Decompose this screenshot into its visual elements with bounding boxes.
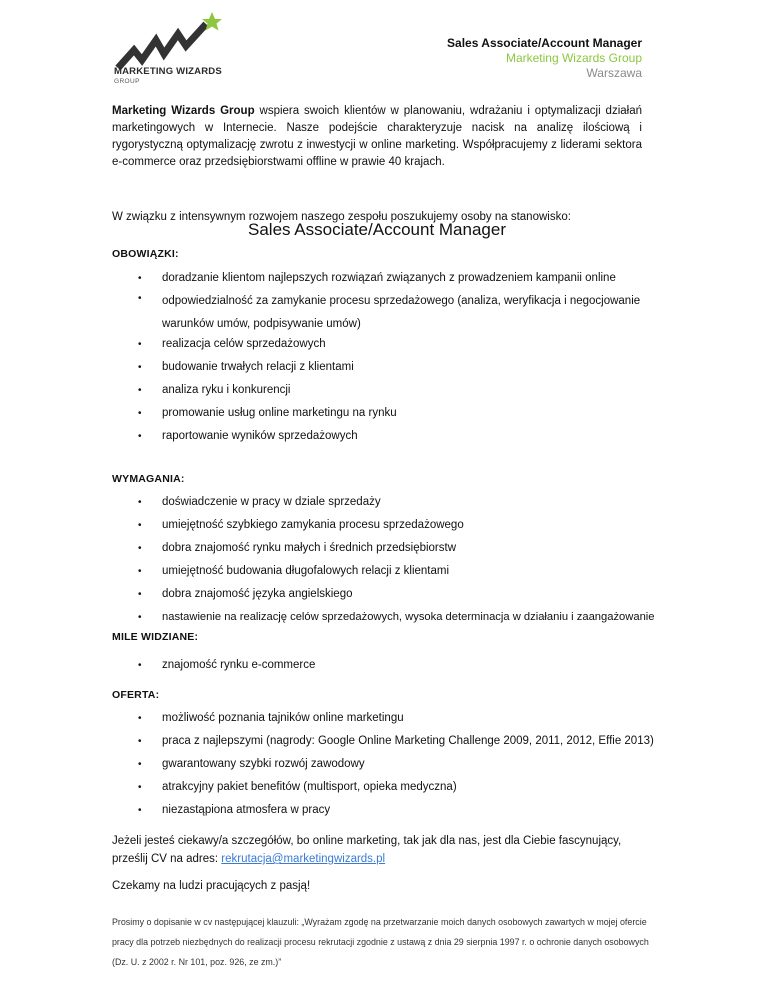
bullet: • — [138, 385, 142, 396]
bullet: • — [138, 612, 142, 623]
recruit-sentence: W związku z intensywnym rozwojem naszego zespołu poszukujemy osoby na stanowisko: — [112, 211, 571, 223]
requirements-list — [112, 494, 672, 632]
bullet: • — [138, 805, 142, 816]
intro-text: wspiera swoich klientów w planowaniu, wdrażaniu i optymalizacji działań marketingowych w Internecie. Nasze podejście charakteryzuje nacisk na analizę ilościową i rygorystyczną optymalizację zwrotu z inwestycji w online marketing. Współpracujemy z liderami sektora e-commerce oraz przedsiębiorstwami offline w prawie 40 krajach. — [112, 105, 642, 168]
bullet: • — [138, 660, 142, 671]
list-item: • praca z najlepszymi (nagrody: Google Online Marketing Challenge 2009, 2011, 2012, Effie 2013) — [112, 733, 672, 756]
list-item: • doradzanie klientom najlepszych rozwiązań związanych z prowadzeniem kampanii online — [112, 270, 672, 293]
closing-line: Czekamy na ludzi pracujących z pasją! — [112, 880, 311, 892]
bullet: • — [138, 273, 142, 284]
list-item: • budowanie trwałych relacji z klientami — [112, 359, 672, 382]
bullet: • — [138, 736, 142, 747]
logo-subtitle: GROUP — [114, 78, 140, 85]
apply-paragraph — [112, 832, 642, 868]
list-item: • umiejętność szybkiego zamykania procesu sprzedażowego — [112, 517, 672, 540]
bullet: • — [138, 339, 142, 350]
list-item: • realizacja celów sprzedażowych — [112, 336, 672, 359]
list-item: • dobra znajomość rynku małych i średnich przedsiębiorstw — [112, 540, 672, 563]
list-item: • analiza ryku i konkurencji — [112, 382, 672, 405]
nice-to-have-heading: MILE WIDZIANE: — [112, 631, 199, 643]
bullet: • — [138, 759, 142, 770]
apply-text: Jeżeli jesteś ciekawy/a szczegółów, bo online marketing, tak jak dla nas, jest dla Ciebie fascynujący, prześlij CV na adres: — [112, 835, 622, 865]
list-item: • umiejętność budowania długofalowych relacji z klientami — [112, 563, 672, 586]
nice-to-have-list — [112, 657, 672, 680]
list-item: • dobra znajomość języka angielskiego — [112, 586, 672, 609]
list-item: • raportowanie wyników sprzedażowych — [112, 428, 672, 451]
bullet: • — [138, 497, 142, 508]
bullet: • — [138, 589, 142, 600]
bullet: • — [138, 566, 142, 577]
list-item: • doświadczenie w pracy w dziale sprzedaży — [112, 494, 672, 517]
list-item: • znajomość rynku e-commerce — [112, 657, 672, 680]
bullet: • — [138, 520, 142, 531]
bullet: • — [138, 713, 142, 724]
header-job-title: Sales Associate/Account Manager — [447, 36, 642, 50]
header-city: Warszawa — [586, 66, 642, 80]
list-item: • odpowiedzialność za zamykanie procesu sprzedażowego (analiza, weryfikacja i negocjowanie warunków umów, podpisywanie umów) — [112, 290, 672, 336]
requirements-heading: WYMAGANIA: — [112, 473, 185, 485]
duties-list — [112, 270, 672, 451]
list-item: • promowanie usług online marketingu na rynku — [112, 405, 672, 428]
list-item: • możliwość poznania tajników online marketingu — [112, 710, 672, 733]
email-link[interactable]: rekrutacja@marketingwizards.pl — [221, 853, 386, 865]
intro-paragraph — [112, 103, 642, 171]
list-item: • nastawienie na realizację celów sprzedażowych, wysoka determinacja w działaniu i zaangażowanie — [112, 609, 672, 632]
gdpr-clause: Prosimy o dopisanie w cv następującej klauzuli: „Wyrażam zgodę na przetwarzanie moich danych osobowych zawartych w mojej ofercie pracy dla potrzeb niezbędnych do realizacji procesu rekrutacji zgodnie z ustawą z dnia 29 sierpnia 1997 r. o ochronie danych osobowych (Dz. U. z 2002 r. Nr 101, poz. 926, ze zm.)” — [112, 917, 649, 967]
position-title: Sales Associate/Account Manager — [248, 220, 506, 239]
offer-heading: OFERTA: — [112, 689, 160, 701]
intro-company: Marketing Wizards Group — [112, 105, 255, 117]
logo-wordmark: MARKETING WIZARDS — [114, 66, 222, 77]
header-company: Marketing Wizards Group — [505, 51, 642, 65]
bullet: • — [138, 408, 142, 419]
bullet: • — [138, 293, 142, 304]
header-info — [447, 36, 642, 81]
list-item: • gwarantowany szybki rozwój zawodowy — [112, 756, 672, 779]
list-item: • niezastąpiona atmosfera w pracy — [112, 802, 672, 825]
bullet: • — [138, 782, 142, 793]
duties-heading: OBOWIĄZKI: — [112, 248, 179, 260]
bullet: • — [138, 431, 142, 442]
list-item: • atrakcyjny pakiet benefitów (multisport, opieka medyczna) — [112, 779, 672, 802]
bullet: • — [138, 362, 142, 373]
bullet: • — [138, 543, 142, 554]
offer-list — [112, 710, 672, 825]
